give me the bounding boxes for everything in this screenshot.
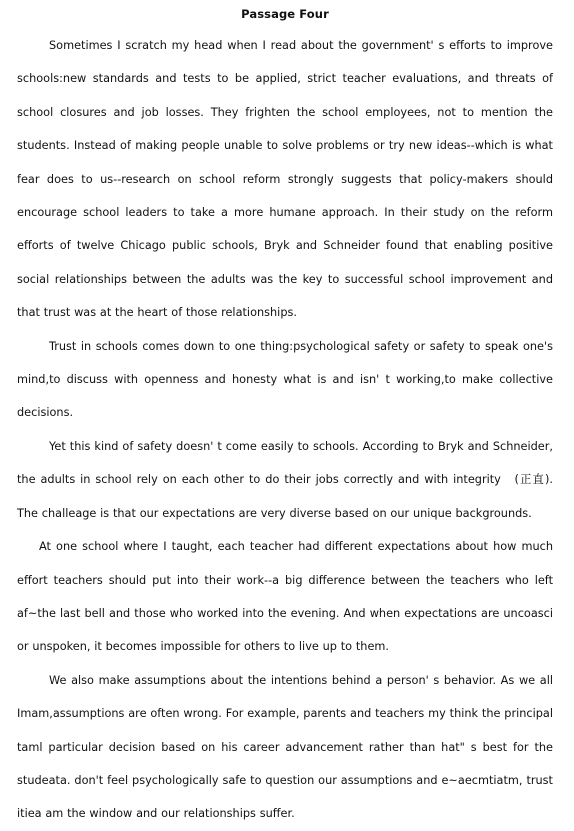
paragraph-3: Yet this kind of safety doesn' t come easily to schools. According to Bryk and Schneider, the adults in school rely on each other to do their jobs correctly and with integrity (正直). The challeage is that our expectations are very diverse based on our unique backgrounds. [17, 439, 553, 520]
paragraph-4: At one school where I taught, each teacher had different expectations about how much effort teachers should put into their work--a big difference between the teachers who left af~the last bell and those who worked into the evening. And when expectations are uncoasci or unspoken, it becomes impossible for others to live up to them. [17, 540, 553, 654]
paragraph-5: We also make assumptions about the intentions behind a person' s behavior. As we all Imam,assumptions are often wrong. For example, parents and teachers my think the principal taml particular decision based on his career advancement rather than hat" s best for the studeata. don't feel psychologically safe to question our assumptions and e~aecmtiatm, trust itiea am the window and our relationships suffer. [17, 673, 553, 821]
paragraph-1: Sometimes I scratch my head when I read about the government' s efforts to improve schools:new standards and tests to be applied, strict teacher evaluations, and threats of school closures and job losses. They frighten the school employees, not to mention the students. Instead of making people unable to solve problems or try new ideas--which is what fear does to us--research on school reform strongly suggests that policy-makers should encourage school leaders to take a more humane approach. In their study on the reform efforts of twelve Chicago public schools, Bryk and Schneider found that enabling positive social relationships between the adults was the key to successful school improvement and that trust was at the heart of those relationships. [17, 39, 553, 320]
paragraph-2: Trust in schools comes down to one thing:psychological safety or safety to speak one's mind,to discuss with openness and honesty what is and isn' t working,to make collective decisions. [17, 339, 553, 420]
document-page [17, 0, 553, 831]
passage-title: Passage Four [241, 7, 329, 21]
